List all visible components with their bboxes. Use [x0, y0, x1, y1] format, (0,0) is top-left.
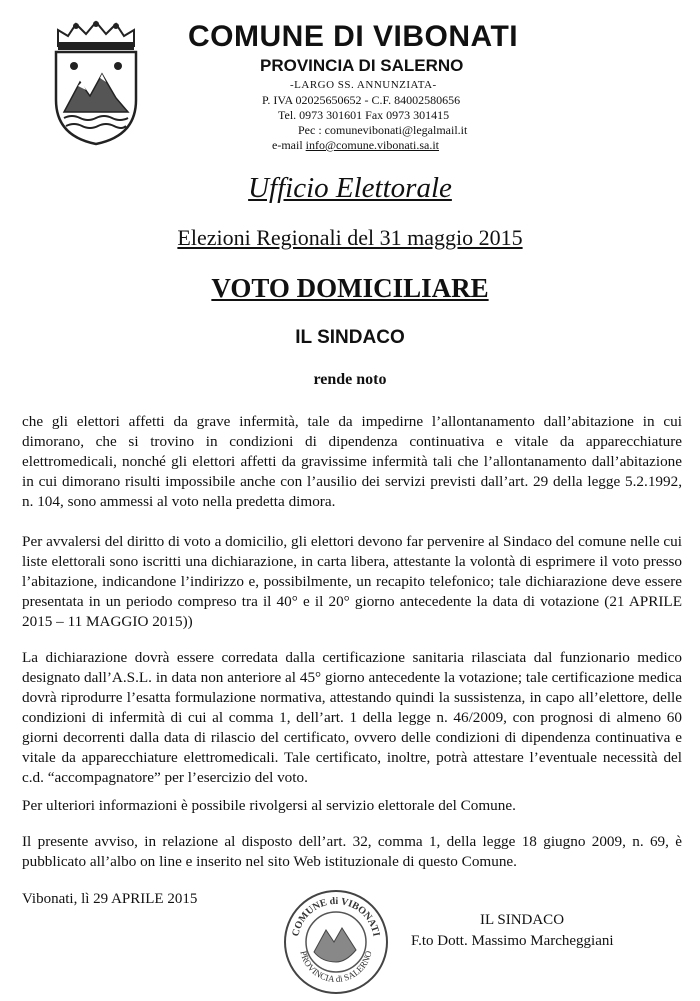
- announcement-label: rende noto: [313, 371, 387, 388]
- paragraph-publication: Il presente avviso, in relazione al disposto dell’art. 32, comma 1, della legge 18 giugno 2009, n. 69, è pubblicato all’albo on line e inserito nel sito Web istituzionale di questo Comune.: [22, 833, 682, 870]
- notice-heading: VOTO DOMICILIARE: [211, 273, 489, 303]
- paragraph-declaration: Per avvalersi del diritto di voto a domicilio, gli elettori devono far pervenire al Sindaco del comune nelle cui liste elettorali sono iscritti una dichiarazione, in carta libera, attestante la volontà di esprimere il voto presso l’abitazione, indicandone l’indirizzo e, possibilmente, un recapito telefonico; tale dichiarazione deve essere presentata in un periodo compreso tra il 40° e il 20° giorno antecedente la data di votazione (21 APRILE 2015 – 11 MAGGIO 2015)): [22, 533, 682, 630]
- address-line: -LARGO SS. ANNUNZIATA-: [290, 79, 437, 91]
- email-label: e-mail: [272, 138, 306, 152]
- paragraph-information: Per ulteriori informazioni è possibile rivolgersi al servizio elettorale del Comune.: [22, 797, 516, 814]
- mayor-title: IL SINDACO: [295, 327, 405, 348]
- fiscal-codes: P. IVA 02025650652 - C.F. 84002580656: [262, 93, 461, 107]
- phone-fax: Tel. 0973 301601 Fax 0973 301415: [278, 108, 450, 122]
- pec-email: Pec : comunevibonati@legalmail.it: [298, 123, 468, 137]
- email-line: [272, 138, 439, 153]
- official-stamp-seal: [282, 888, 390, 996]
- office-title: Ufficio Elettorale: [248, 172, 452, 204]
- province-name: PROVINCIA DI SALERNO: [260, 56, 464, 75]
- municipal-crest-logo: [44, 20, 148, 148]
- svg-text:PROVINCIA di SALERNO: PROVINCIA di SALERNO: [298, 949, 374, 985]
- signatory-title: IL SINDACO: [480, 912, 565, 928]
- email-link[interactable]: info@comune.vibonati.sa.it: [305, 138, 440, 152]
- paragraph-eligibility: che gli elettori affetti da grave infermità, tale da impedirne l’allontanamento dall’abitazione in cui dimorano, che si trovino in condizioni di dipendenza continuativa e vitale da apparecchiature elettromedicali, nonché gli elettori affetti da gravissime infermità tali che l’allontanamento dall’abitazione in cui dimorano risulti impossibile anche con l’ausilio dei servizi previsti dall’art. 29 della legge 5.2.1992, n. 104, sono ammessi al voto nella predetta dimora.: [22, 413, 682, 510]
- paragraph-certification: La dichiarazione dovrà essere corredata dalla certificazione sanitaria rilasciata dal funzionario medico designato dall’A.S.L. in data non anteriore al 45° giorno antecedente la votazione; tale certificazione medica dovrà riprodurre l’esatta formulazione normativa, attestando quindi la sussistenza, in capo all’elettore, delle condizioni di infermità di cui al comma 1, dell’art. 1 della legge n. 46/2009, con prognosi di almeno 60 giorni decorrenti dalla data di rilascio del certificato, ovvero delle condizioni di dipendenza continuativa e vitale da apparecchiature elettromedicali. Tale certificato, inoltre, potrà attestare l’eventuale necessità del c.d. “accompagnatore” per l’esercizio del voto.: [22, 649, 682, 786]
- signatory-name: F.to Dott. Massimo Marcheggiani: [411, 933, 614, 949]
- document-date: Vibonati, lì 29 APRILE 2015: [22, 891, 198, 907]
- svg-text:COMUNE di VIBONATI: COMUNE di VIBONATI: [290, 895, 382, 938]
- elections-subtitle: Elezioni Regionali del 31 maggio 2015: [177, 225, 523, 250]
- municipality-title: COMUNE DI VIBONATI: [188, 20, 519, 53]
